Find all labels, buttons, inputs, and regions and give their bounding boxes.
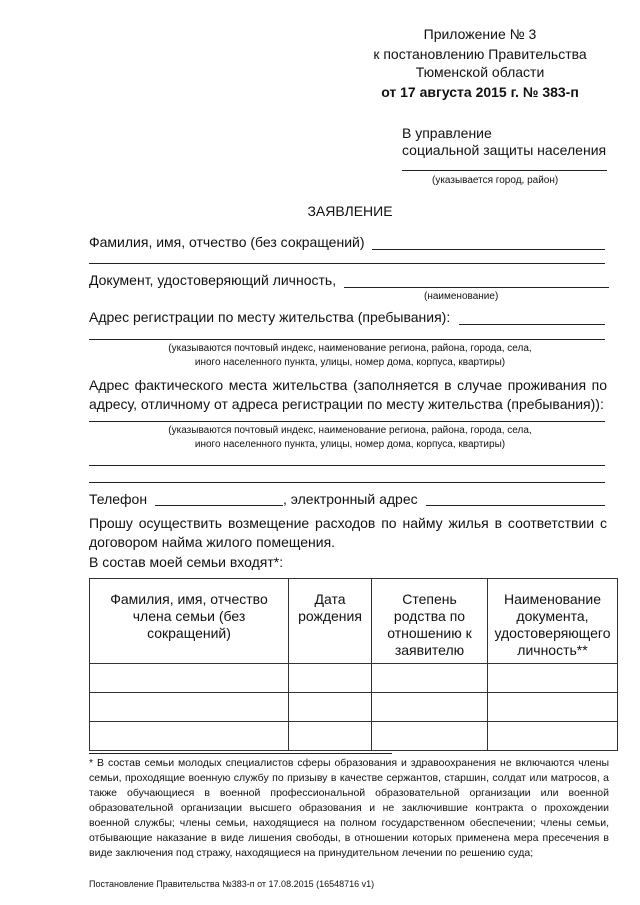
footnote-divider	[89, 753, 392, 754]
recipient-hint: (указывается город, район)	[432, 175, 559, 186]
reg-address-hint-2: иного населенного пункта, улицы, номер дома, корпуса, квартиры)	[194, 357, 506, 368]
table-cell[interactable]	[488, 722, 618, 751]
full-name-label: Фамилия, имя, отчество (без сокращений)	[89, 234, 365, 250]
id-document-input-line[interactable]	[344, 287, 609, 288]
phone-input-line[interactable]	[155, 505, 283, 506]
table-row	[90, 664, 618, 693]
col-header-relation: Степень родства по отношению к заявителю	[372, 579, 488, 664]
table-cell[interactable]	[90, 693, 289, 722]
full-name-input-line[interactable]	[372, 249, 605, 250]
actual-address-input-line-2[interactable]	[89, 465, 605, 466]
table-cell[interactable]	[488, 664, 618, 693]
col-header-full-name: Фамилия, имя, отчество члена семьи (без сокращений)	[90, 579, 289, 664]
family-intro: В состав моей семьи входят*:	[89, 554, 284, 570]
request-text: Прошу осуществить возмещение расходов по найму жилья в соответствии с договором найма жилого помещения.	[89, 515, 607, 550]
phone-label: Телефон	[89, 491, 148, 507]
table-cell[interactable]	[488, 693, 618, 722]
document-footer: Постановление Правительства №383-п от 17.08.2015 (16548716 v1)	[89, 879, 375, 889]
appendix-date-number: от 17 августа 2015 г. № 383-п	[381, 84, 579, 100]
recipient-line-2: социальной защиты населения	[402, 142, 607, 158]
id-document-label: Документ, удостоверяющий личность,	[89, 272, 337, 288]
id-document-hint: (наименование)	[424, 291, 499, 302]
footnote-text: * В состав семьи молодых специалистов сферы образования и здравоохранения не включаются члены семьи, проходящие военную службу по призыву в качестве сержантов, старшин, солдат или матросов, а также обучающиеся в военной профессиональной образовательной организации или военной образовательной организации высшего образования и не заключившие контракта о прохождении военной службы; члены семьи, находящиеся на полном государственном обеспечении; члены семьи, отбывающие наказание в виде лишения свободы, в отношении которых применена мера пресечения в виде заключения под стражу, находящиеся на принудительном лечении по решению суда;	[89, 757, 609, 859]
table-cell[interactable]	[372, 664, 488, 693]
reg-address-input-line-2[interactable]	[89, 339, 605, 340]
page-title: ЗАЯВЛЕНИЕ	[307, 203, 393, 219]
actual-address-hint-1: (указываются почтовый индекс, наименование региона, района, города, села,	[168, 425, 532, 436]
email-label: , электронный адрес	[283, 491, 418, 507]
table-cell[interactable]	[90, 722, 289, 751]
recipient-line-1: В управление	[402, 125, 492, 141]
actual-address-input-line-3[interactable]	[89, 482, 605, 483]
actual-address-label: Адрес фактического места жительства (заполняется в случае проживания по адресу, отличному от адреса регистрации по месту жительства (пребывания)):	[89, 377, 607, 412]
email-input-line[interactable]	[426, 505, 605, 506]
appendix-title: Приложение № 3	[423, 26, 537, 42]
reg-address-label: Адрес регистрации по месту жительства (пребывания):	[89, 309, 451, 325]
actual-address-input-line[interactable]	[89, 421, 605, 422]
table-row	[90, 722, 618, 751]
recipient-city-line[interactable]	[402, 170, 607, 171]
table-cell[interactable]	[90, 664, 289, 693]
table-cell[interactable]	[372, 722, 488, 751]
actual-address-hint-2: иного населенного пункта, улицы, номер дома, корпуса, квартиры)	[194, 439, 506, 450]
table-cell[interactable]	[289, 722, 372, 751]
reg-address-input-line[interactable]	[459, 324, 605, 325]
col-header-id-document: Наименование документа, удостоверяющего личность**	[488, 579, 618, 664]
appendix-decree: к постановлению Правительства	[373, 46, 587, 62]
full-name-input-line-2[interactable]	[89, 263, 605, 264]
table-row	[90, 693, 618, 722]
table-cell[interactable]	[289, 664, 372, 693]
reg-address-hint-1: (указываются почтовый индекс, наименование региона, района, города, села,	[168, 343, 532, 354]
col-header-birth-date: Дата рождения	[289, 579, 372, 664]
appendix-region: Тюменской области	[415, 64, 545, 80]
table-header-row	[90, 579, 618, 664]
table-cell[interactable]	[289, 693, 372, 722]
table-cell[interactable]	[372, 693, 488, 722]
family-table	[89, 578, 618, 751]
